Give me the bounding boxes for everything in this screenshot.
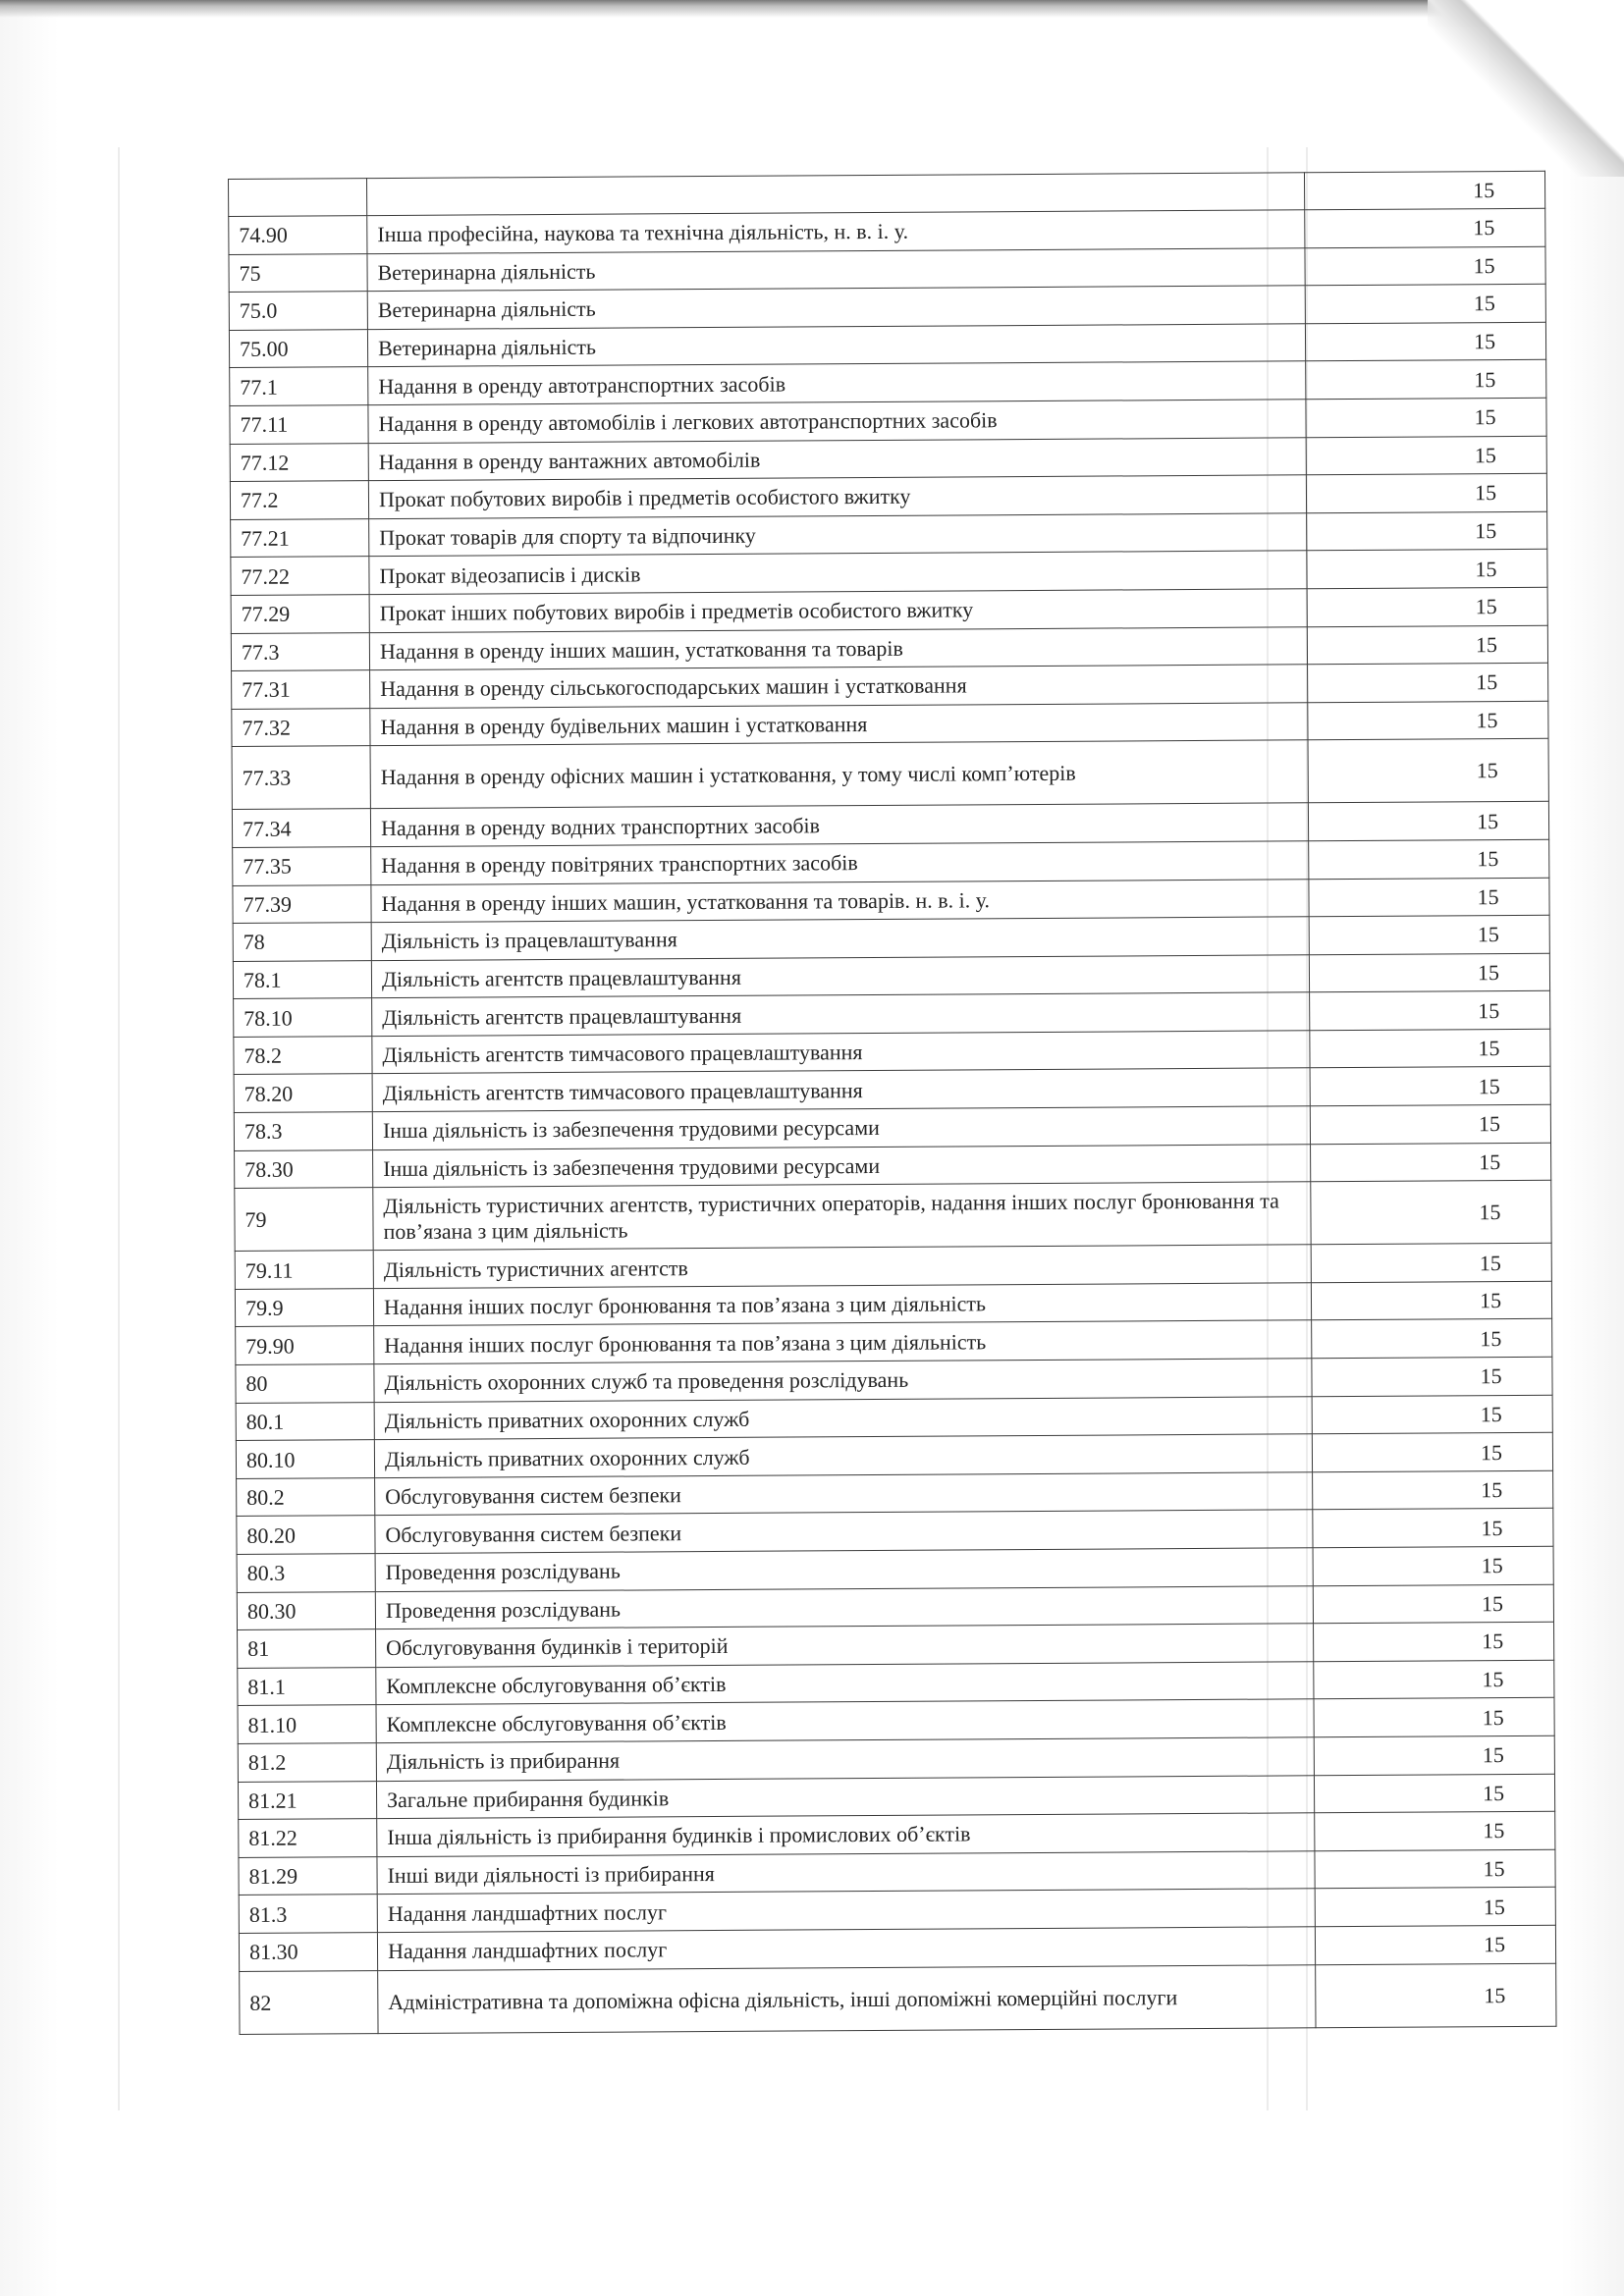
activity-code: 77.34 <box>232 809 370 847</box>
activity-code: 77.39 <box>233 884 371 923</box>
rate-value: 15 <box>1482 1667 1504 1692</box>
activity-name: Ветеринарна діяльність <box>367 324 1305 367</box>
activity-name: Інша діяльність із забезпечення трудовими ресурсами <box>373 1144 1311 1187</box>
rate-value: 15 <box>1474 329 1496 354</box>
activity-name: Ветеринарна діяльність <box>367 247 1305 291</box>
activity-code: 78.20 <box>234 1074 372 1112</box>
rate-value: 15 <box>1479 1288 1502 1313</box>
activity-name: Проведення розслідувань <box>375 1548 1313 1591</box>
activity-code: 78.3 <box>234 1112 372 1150</box>
rate-cell <box>1316 1963 1556 2027</box>
rate-value: 15 <box>1474 366 1496 392</box>
rate-cell <box>1310 1029 1550 1068</box>
activity-code: 78.30 <box>235 1149 373 1188</box>
activity-name: Інша діяльність із прибирання будинків і промислових об’єктів <box>377 1813 1315 1856</box>
rate-value: 15 <box>1482 1704 1504 1730</box>
rate-value: 15 <box>1478 997 1500 1023</box>
activity-name: Надання в оренду водних транспортних засобів <box>370 803 1308 846</box>
rate-value: 15 <box>1476 808 1499 833</box>
rate-value: 15 <box>1480 1402 1502 1427</box>
rate-cell <box>1314 1735 1554 1775</box>
rate-cell <box>1309 953 1549 992</box>
rate-value: 15 <box>1476 708 1498 733</box>
activity-name: Діяльність приватних охоронних служб <box>374 1434 1312 1477</box>
activity-code <box>229 179 367 217</box>
activity-name: Діяльність туристичних агентств, туристичних операторів, надання інших послуг бронювання та пов’язана з цим діяльність <box>373 1182 1311 1251</box>
activity-name: Діяльність агентств тимчасового працевлаштування <box>372 1068 1310 1111</box>
activity-name: Діяльність агентств працевлаштування <box>372 992 1310 1036</box>
rate-value: 15 <box>1481 1553 1503 1578</box>
rate-cell <box>1305 246 1545 286</box>
activity-name: Прокат товарів для спорту та відпочинку <box>369 513 1307 557</box>
activity-code: 81.1 <box>238 1667 376 1705</box>
table-row <box>240 1963 1556 2034</box>
rate-cell <box>1306 398 1546 437</box>
rate-cell <box>1305 208 1545 247</box>
rate-value: 15 <box>1483 1780 1505 1806</box>
activity-code: 77.32 <box>232 708 370 746</box>
activity-code: 81 <box>238 1629 376 1668</box>
rate-value: 15 <box>1475 556 1497 581</box>
rate-cell <box>1310 1067 1550 1106</box>
activity-name: Діяльність туристичних агентств <box>373 1245 1311 1288</box>
rate-value: 15 <box>1482 1742 1504 1768</box>
rate-value: 15 <box>1483 1894 1505 1919</box>
rate-value: 15 <box>1477 846 1499 872</box>
rate-value: 15 <box>1481 1590 1504 1617</box>
activity-name: Загальне прибирання будинків <box>376 1775 1314 1818</box>
rate-cell <box>1311 1244 1551 1283</box>
rate-cell <box>1311 1281 1551 1320</box>
activity-name: Надання в оренду будівельних машин і устатковання <box>370 703 1308 746</box>
rate-cell <box>1313 1470 1553 1510</box>
rate-value: 15 <box>1480 1325 1502 1351</box>
activity-code: 77.29 <box>231 595 369 633</box>
rate-value: 15 <box>1477 960 1500 986</box>
activity-name: Надання ландшафтних послуг <box>377 1889 1315 1932</box>
rate-cell <box>1314 1660 1554 1699</box>
activity-name: Прокат побутових виробів і предметів особистого вжитку <box>368 475 1306 518</box>
activity-code: 81.10 <box>238 1705 376 1743</box>
activity-name: Надання інших послуг бронювання та пов’язана з цим діяльність <box>374 1320 1312 1363</box>
rate-cell <box>1310 1104 1550 1144</box>
rate-value: 15 <box>1474 404 1496 430</box>
rate-value: 15 <box>1473 178 1495 203</box>
activity-code: 81.22 <box>239 1819 377 1857</box>
rate-value: 15 <box>1475 518 1497 544</box>
rate-cell <box>1314 1622 1554 1661</box>
activity-name: Діяльність охоронних служб та проведення розслідувань <box>374 1359 1312 1402</box>
activity-code: 80.20 <box>237 1516 375 1554</box>
activity-name: Надання інших послуг бронювання та пов’язана з цим діяльність <box>373 1283 1311 1326</box>
rate-cell <box>1310 991 1550 1031</box>
activity-name: Надання в оренду автотранспортних засобів <box>368 361 1306 404</box>
activity-name: Надання в оренду сільськогосподарських машин і устатковання <box>370 665 1308 708</box>
rate-value: 15 <box>1483 1932 1506 1957</box>
activity-code: 79.90 <box>236 1326 374 1364</box>
rate-value: 15 <box>1473 215 1495 240</box>
activity-code: 80.2 <box>237 1477 375 1516</box>
activity-code: 80.30 <box>237 1591 375 1629</box>
rate-value: 15 <box>1474 442 1496 468</box>
activity-name: Діяльність агентств тимчасового працевлаштування <box>372 1031 1310 1074</box>
activity-name: Проведення розслідувань <box>375 1585 1313 1629</box>
rate-value: 15 <box>1473 253 1495 279</box>
activity-code: 77.2 <box>230 481 368 519</box>
activity-name: Прокат інших побутових виробів і предметів особистого вжитку <box>369 589 1307 632</box>
table-row <box>232 739 1548 810</box>
activity-code: 81.3 <box>239 1895 377 1933</box>
rate-value: 15 <box>1481 1477 1503 1503</box>
activity-code-table <box>228 171 1557 2035</box>
activity-code: 79.11 <box>235 1251 373 1289</box>
rate-cell <box>1309 802 1549 841</box>
activity-code: 77.3 <box>231 632 369 670</box>
rate-value: 15 <box>1476 669 1498 695</box>
activity-name: Діяльність приватних охоронних служб <box>374 1396 1312 1439</box>
rate-cell <box>1308 701 1548 740</box>
activity-code: 81.21 <box>238 1781 376 1819</box>
rate-cell <box>1315 1774 1555 1813</box>
rate-cell <box>1306 360 1546 400</box>
rate-cell <box>1307 550 1547 589</box>
rate-value: 15 <box>1478 1036 1500 1061</box>
rate-cell <box>1315 1849 1555 1889</box>
rate-cell <box>1312 1433 1552 1472</box>
rate-value: 15 <box>1481 1515 1503 1540</box>
rate-value: 15 <box>1479 1250 1501 1275</box>
rate-cell <box>1308 739 1548 803</box>
rate-cell <box>1306 473 1546 512</box>
rate-cell <box>1305 171 1545 209</box>
activity-code: 80.1 <box>236 1402 374 1440</box>
activity-code: 78.1 <box>233 960 371 998</box>
activity-name: Діяльність із працевлаштування <box>371 917 1309 960</box>
rate-value: 15 <box>1473 291 1495 316</box>
rate-cell <box>1315 1888 1555 1927</box>
rate-cell <box>1312 1319 1552 1359</box>
rate-cell <box>1313 1546 1553 1585</box>
rate-cell <box>1311 1143 1551 1182</box>
activity-name: Прокат відеозаписів і дисків <box>369 551 1307 594</box>
folded-corner <box>1428 0 1624 177</box>
activity-name: Надання в оренду автомобілів і легкових автотранспортних засобів <box>368 400 1306 443</box>
activity-code: 78.10 <box>234 998 372 1037</box>
rate-value: 15 <box>1483 1856 1505 1882</box>
table-row <box>235 1181 1551 1252</box>
activity-name: Надання в оренду офісних машин і устатковання, у тому числі комп’ютерів <box>370 740 1308 809</box>
activity-code: 75.00 <box>229 329 367 367</box>
rate-cell <box>1308 663 1548 702</box>
rate-value: 15 <box>1482 1629 1504 1654</box>
rate-cell <box>1313 1509 1553 1548</box>
activity-name: Надання в оренду інших машин, устатковання та товарів. н. в. і. у. <box>371 879 1309 922</box>
activity-code: 77.35 <box>233 847 371 885</box>
rate-value: 15 <box>1479 1200 1501 1225</box>
activity-code: 81.29 <box>239 1856 377 1895</box>
activity-name: Комплексне обслуговування об’єктів <box>376 1699 1314 1742</box>
activity-name: Надання в оренду інших машин, устатковання та товарів <box>369 626 1307 669</box>
activity-name: Надання в оренду вантажних автомобілів <box>368 437 1306 480</box>
rate-cell <box>1315 1811 1555 1850</box>
rate-cell <box>1312 1357 1552 1396</box>
rate-value: 15 <box>1477 883 1499 910</box>
rate-cell <box>1307 625 1547 665</box>
scan-edge-shadow <box>0 0 1453 18</box>
rate-value: 15 <box>1479 1149 1501 1175</box>
rate-value: 15 <box>1474 480 1497 506</box>
rate-cell <box>1312 1395 1552 1434</box>
activity-name: Обслуговування будинків і територій <box>376 1624 1314 1667</box>
rate-cell <box>1306 436 1546 475</box>
rate-cell <box>1313 1584 1553 1624</box>
activity-code: 77.31 <box>232 670 370 709</box>
activity-name: Надання в оренду повітряних транспортних засобів <box>371 841 1309 884</box>
activity-code: 81.30 <box>239 1933 377 1971</box>
activity-code: 75 <box>229 253 367 292</box>
activity-name: Надання ландшафтних послуг <box>377 1927 1315 1970</box>
rate-cell <box>1305 284 1545 323</box>
rate-cell <box>1316 1925 1556 1964</box>
activity-name: Комплексне обслуговування об’єктів <box>376 1662 1314 1705</box>
activity-name: Адміністративна та допоміжна офісна діяльність, інші допоміжні комерційні послуги <box>378 1964 1316 2033</box>
activity-name: Обслуговування систем безпеки <box>375 1510 1313 1553</box>
rate-cell <box>1309 878 1549 917</box>
rate-cell <box>1311 1181 1551 1245</box>
rate-cell <box>1306 322 1546 361</box>
activity-name: Ветеринарна діяльність <box>367 286 1305 329</box>
rate-cell <box>1309 915 1549 954</box>
rate-cell <box>1309 839 1549 879</box>
rate-value: 15 <box>1480 1439 1503 1465</box>
rate-value: 15 <box>1476 758 1498 783</box>
activity-code: 80.10 <box>236 1440 374 1478</box>
activity-code: 77.21 <box>231 518 369 557</box>
activity-name: Обслуговування систем безпеки <box>375 1472 1313 1516</box>
bleed-through-line <box>118 147 120 2110</box>
activity-code: 80 <box>236 1364 374 1403</box>
activity-name: Діяльність із прибирання <box>376 1737 1314 1781</box>
activity-code: 80.3 <box>237 1554 375 1592</box>
activity-code: 78 <box>233 923 371 961</box>
activity-name: Діяльність агентств працевлаштування <box>371 954 1309 997</box>
activity-code: 82 <box>240 1970 378 2034</box>
rate-cell <box>1314 1698 1554 1737</box>
rate-value: 15 <box>1480 1363 1502 1389</box>
activity-code: 78.2 <box>234 1036 372 1074</box>
rate-value: 15 <box>1475 594 1497 619</box>
activity-code: 77.1 <box>230 367 368 405</box>
activity-code: 77.33 <box>232 746 370 810</box>
rate-value: 15 <box>1483 1818 1505 1843</box>
activity-name: Інша діяльність із забезпечення трудовими ресурсами <box>372 1106 1310 1149</box>
activity-code: 77.22 <box>231 557 369 595</box>
activity-name <box>366 173 1304 216</box>
activity-code: 74.90 <box>229 216 367 254</box>
activity-code: 81.2 <box>238 1743 376 1782</box>
activity-code: 79.9 <box>235 1288 373 1326</box>
rate-value: 15 <box>1478 1073 1500 1099</box>
rate-cell <box>1307 587 1547 626</box>
activity-code: 77.11 <box>230 405 368 444</box>
rate-value: 15 <box>1478 1111 1501 1137</box>
activity-code: 79 <box>235 1188 373 1252</box>
activity-code: 75.0 <box>229 292 367 330</box>
rate-value: 15 <box>1475 631 1498 658</box>
activity-name: Інші види діяльності із прибирання <box>377 1851 1315 1895</box>
activity-code: 77.12 <box>230 443 368 481</box>
rate-cell <box>1307 511 1547 551</box>
rate-value: 15 <box>1484 1982 1506 2007</box>
activity-name: Інша професійна, наукова та технічна діяльність, н. в. і. у. <box>367 210 1305 253</box>
rate-value: 15 <box>1477 922 1499 947</box>
